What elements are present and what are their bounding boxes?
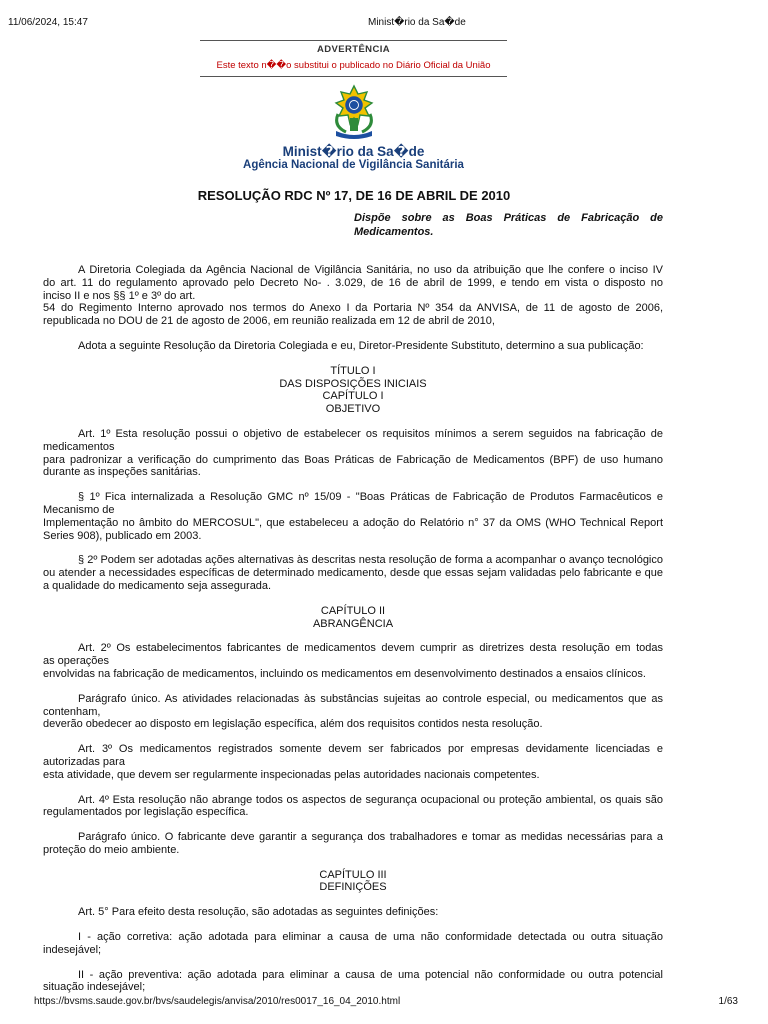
preamble-paragraph-3: Adota a seguinte Resolução da Diretoria Colegiada e eu, Diretor-Presidente Substituto, determino a sua publicação: [78,339,644,352]
document-body [43,264,663,1006]
warning-top-rule [200,40,507,41]
chapter-3-heading: CAPÍTULO III DEFINIÇÕES [319,868,387,894]
preamble-paragraph-2: 54 do Regimento Interno aprovado nos termos do Anexo I da Portaria Nº 354 da ANVISA, de 11 de agosto de 2006, republicada no DOU de 21 de agosto de 2006, em reunião realizada em 12 de abril de 2010, [43,302,663,328]
page-url-link[interactable]: https://bvsms.saude.gov.br/bvs/saudelegis/anvisa/2010/res0017_16_04_2010.html [34,996,401,1007]
art-2: Art. 2º Os estabelecimentos fabricantes de medicamentos devem cumprir as diretrizes desta resolução em todas as operações envolvidas na fabricação de medicamentos, incluindo os medicamentos em desenvolvimento destinados a ensaios clínicos. [43,642,663,680]
art-2-sole-paragraph: Parágrafo único. As atividades relacionadas às substâncias sujeitas ao controle especial, ou medicamentos que as contenham, deverão obedecer ao disposto em legislação específica, além dos requisitos contidos nesta resolução. [43,692,663,731]
brazil-coat-of-arms-icon [328,84,380,140]
art-5: Art. 5° Para efeito desta resolução, são adotadas as seguintes definições: [78,906,439,919]
resolution-title: RESOLUÇÃO RDC Nº 17, DE 16 DE ABRIL DE 2010 [197,188,511,203]
ministry-name: Minist�rio da Sa�de [282,144,425,159]
titulo-heading: TÍTULO I DAS DISPOSIÇÕES INICIAIS CAPÍTULO I OBJETIVO [279,364,427,416]
definition-2: II - ação preventiva: ação adotada para eliminar a causa de uma potencial não conformidade ou outra potencial situação indesejável; [43,968,663,994]
definition-1: I - ação corretiva: ação adotada para eliminar a causa de uma não conformidade detectada ou outra situação indesejável; [43,931,663,956]
art-4: Art. 4º Esta resolução não abrange todos os aspectos de segurança ocupacional ou proteção ambiental, os quais são regulamentados por legislação específica. [43,793,663,819]
preamble-paragraph-cont: do art. 11 do regulamento aprovado pelo Decreto No- . 3.029, de 16 de abril de 1999, e tendo em vista o disposto no inciso II e nos §§ 1º e 3º do art. [43,276,663,302]
page-number: 1/63 [718,996,738,1007]
agency-name: Agência Nacional de Vigilância Sanitária [243,159,464,171]
art-4-sole-paragraph: Parágrafo único. O fabricante deve garantir a segurança dos trabalhadores e tomar as medidas necessárias para a proteção do meio ambiente. [43,831,663,856]
preamble-paragraph: A Diretoria Colegiada da Agência Nacional de Vigilância Sanitária, no uso da atribuição que lhe confere o inciso IV [78,264,663,276]
warning-title: ADVERTÊNCIA [316,44,390,55]
art-1-paragraph-1: § 1º Fica internalizada a Resolução GMC nº 15/09 - "Boas Práticas de Fabricação de Produtos Farmacêuticos e Mecanismo de Implementação no âmbito do MERCOSUL", que estabeleceu a adoção do Relatório n° 37 da OMS (WHO Technical Report Series 908), publicado em 2003. [43,491,663,542]
print-site-title: Minist�rio da Sa�de [368,17,466,28]
warning-bottom-rule [200,76,507,77]
print-datetime: 11/06/2024, 15:47 [8,17,88,28]
art-3: Art. 3º Os medicamentos registrados somente devem ser fabricados por empresas devidamente licenciadas e autorizadas para esta atividade, que devem ser regularmente inspecionadas pelas autoridades nacionais competentes. [43,743,663,781]
warning-text: Este texto n��o substitui o publicado no Diário Oficial da União [216,60,491,71]
resolution-ementa: Dispõe sobre as Boas Práticas de Fabricação de Medicamentos. [354,212,663,238]
art-1-paragraph-2: § 2º Podem ser adotadas ações alternativas às descritas nesta resolução de forma a acompanhar o avanço tecnológico ou atender a necessidades específicas de determinado medicamento, desde que essas sejam validadas pelo fabricante e que a qualidade do medicamento seja assegurada. [43,554,663,592]
art-1: Art. 1º Esta resolução possui o objetivo de estabelecer os requisitos mínimos a serem seguidos na fabricação de medicamentos para padronizar a verificação do cumprimento das Boas Práticas de Fabricação de Medicamentos (BPF) de uso humano durante as inspeções sanitárias. [43,427,663,479]
chapter-2-heading: CAPÍTULO II ABRANGÊNCIA [312,604,394,630]
